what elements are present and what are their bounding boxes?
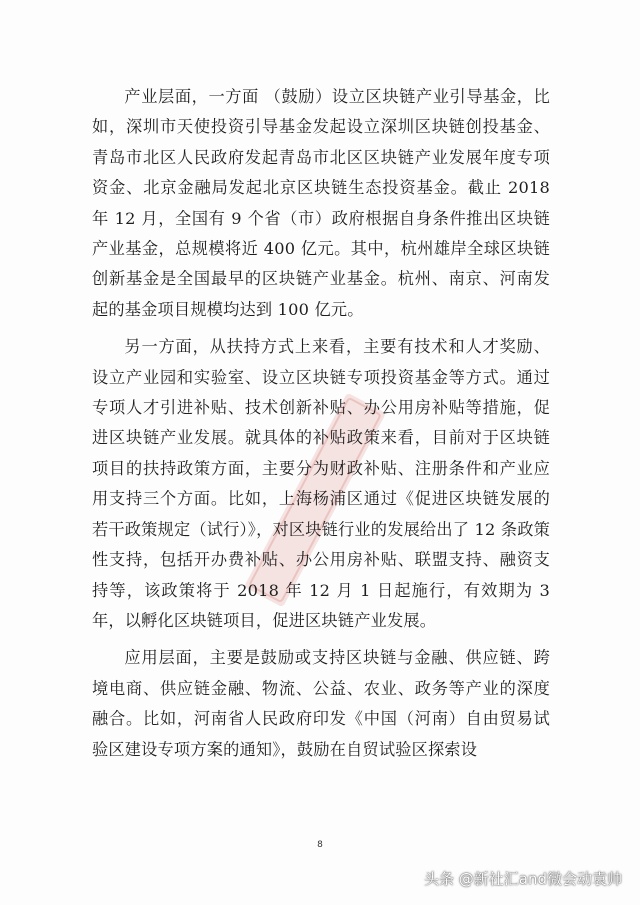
paragraph-application: 应用层面，主要是鼓励或支持区块链与金融、供应链、跨境电商、供应链金融、物流、公益、农业、政务等产业的深度融合。比如，河南省人民政府印发《中国（河南）自由贸易试验区建设专项方案的通知》，鼓励在自贸试验区探索设 [92,648,550,759]
paragraph-industry: 产业层面，一方面 （鼓励）设立区块链产业引导基金，比如，深圳市天使投资引导基金发起设立深圳区块链创投基金、青岛市北区人民政府发起青岛市北区区块链产业发展年度专项资金、北京金融局发起北京区块链生态投资基金。截止 2018 年 12 月，全国有 9 个省（市）政府根据自身条件推出区块链产业基金，总规模将近 400 亿元。其中，杭州雄岸全球区块链创新基金是全国最早的区块链产业基金。杭州、南京、河南发起的基金项目规模均达到 100 亿元。 [92,87,550,319]
document-body [92,82,550,772]
paragraph-support: 另一方面，从扶持方式上来看，主要有技术和人才奖励、设立产业园和实验室、设立区块链专项投资基金等方式。通过专项人才引进补贴、技术创新补贴、办公用房补贴等措施，促进区块链产业发展。就具体的补贴政策来看，目前对于区块链项目的扶持政策方面，主要分为财政补贴、注册条件和产业应用支持三个方面。比如，上海杨浦区通过《促进区块链发展的若干政策规定（试行）》，对区块链行业的发展给出了 12 条政策性支持，包括开办费补贴、办公用房补贴、联盟支持、融资支持等，该政策将于 2018 年 12 月 1 日起施行，有效期为 3 年，以孵化区块链项目，促进区块链产业发展。 [92,337,550,630]
page-number: 8 [317,840,323,850]
source-tag: 头条 @新社汇and微会动袁帅 [424,870,622,888]
